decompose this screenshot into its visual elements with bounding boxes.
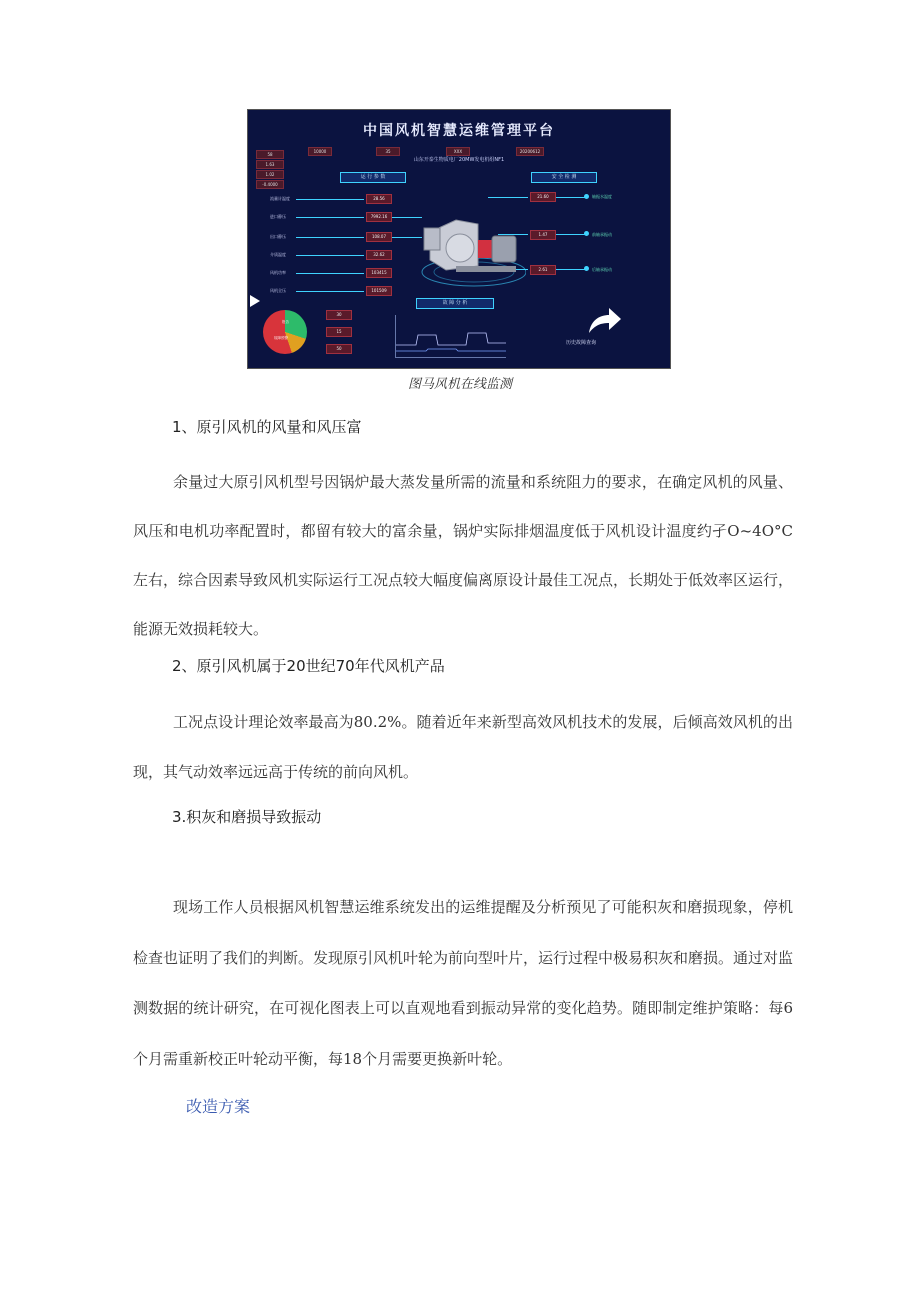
- paragraph-2: [133, 697, 793, 797]
- section-heading-1: 1、原引风机的风量和风压富: [172, 418, 362, 436]
- fault-value: 50: [326, 344, 352, 354]
- status-dot: [584, 266, 589, 271]
- next-section-heading[interactable]: 改造方案: [186, 1097, 251, 1116]
- connector-line: [296, 199, 364, 200]
- safety-alarm-label: 轴振水温度: [592, 194, 612, 199]
- top-value: 35: [376, 147, 400, 156]
- connector-line: [296, 237, 364, 238]
- param-value: 7992.16: [366, 212, 392, 222]
- param-label: 进口静压: [270, 214, 286, 219]
- dashboard-subtitle: 山东开泰生物质电厂20MW发电机组NF1: [413, 157, 505, 163]
- fault-heading: 故 障 分 析: [416, 298, 494, 309]
- play-icon[interactable]: [250, 295, 260, 307]
- pie-label: 报告: [282, 320, 289, 324]
- connector-line: [296, 291, 364, 292]
- fault-trend-chart: [395, 315, 506, 358]
- safety-value: 2.61: [530, 265, 556, 275]
- param-label: 流量计温度: [270, 196, 290, 201]
- pie-label: 故障预警: [274, 336, 288, 340]
- connector-line: [296, 217, 364, 218]
- param-value: 28.56: [366, 194, 392, 204]
- left-value: 1.02: [256, 170, 284, 179]
- paragraph-text: 余量过大原引风机型号因锅炉最大蒸发量所需的流量和系统阻力的要求，在确定风机的风量、风压和电机功率配置时，都留有较大的富余量，锅炉实际排烟温度低于风机设计温度约孑O~4O°C左右，综合因素导致风机实际运行工况点较大幅度偏离原设计最佳工况点，长期处于低效率区运行，能源无效损耗较大。: [133, 473, 794, 638]
- top-value: XXX: [446, 147, 470, 156]
- fault-value: 15: [326, 327, 352, 337]
- status-dot: [584, 194, 589, 199]
- connector-line: [296, 273, 364, 274]
- connector-line: [296, 255, 364, 256]
- top-value: 10000: [308, 147, 332, 156]
- safety-alarm-label: 前轴承振动: [592, 232, 612, 237]
- fault-pie-chart: [263, 310, 307, 354]
- paragraph-1: [133, 458, 793, 654]
- param-value: 103415: [366, 268, 392, 278]
- dashboard-title: 中国风机智慧运维管理平台: [363, 123, 555, 139]
- param-label: 介质温度: [270, 252, 286, 257]
- param-value: 32.62: [366, 250, 392, 260]
- safety-value: 1.47: [530, 230, 556, 240]
- safety-value: 21.60: [530, 192, 556, 202]
- safety-heading: 安 全 检 测: [531, 172, 597, 183]
- paragraph-text: 现场工作人员根据风机智慧运维系统发出的运维提醒及分析预见了可能积灰和磨损现象，停机检查也证明了我们的判断。发现原引风机叶轮为前向型叶片，运行过程中极易积灰和磨损。通过对监测数据的统计研究，在可视化图表上可以直观地看到振动异常的变化趋势。随即制定维护策略：每6个月需重新校正叶轮动平衡，每18个月需要更换新叶轮。: [133, 898, 794, 1068]
- param-label: 出口静压: [270, 234, 286, 239]
- fault-value: 30: [326, 310, 352, 320]
- param-value: 108.07: [366, 232, 392, 242]
- trend-lines: [396, 315, 506, 357]
- safety-alarm-label: 后轴承振动: [592, 267, 612, 272]
- param-label: 风机功率: [270, 270, 286, 275]
- section-heading-2: 2、原引风机属于20世纪70年代风机产品: [172, 657, 445, 675]
- left-value: -0.4000: [256, 180, 284, 189]
- top-value: 20200612: [516, 147, 544, 156]
- section-heading-3: 3.积灰和磨损导致振动: [172, 808, 322, 826]
- param-value: 101509: [366, 286, 392, 296]
- connector-line: [488, 197, 528, 198]
- run-params-heading: 运 行 参 数: [340, 172, 406, 183]
- paragraph-text: 工况点设计理论效率最高为80.2%。随着近年来新型高效风机技术的发展，后倾高效风机的出现，其气动效率远远高于传统的前向风机。: [133, 713, 793, 781]
- history-arrow-icon[interactable]: [585, 305, 625, 335]
- paragraph-3: [133, 882, 793, 1084]
- left-value: 1.63: [256, 160, 284, 169]
- dashboard-screenshot: [247, 109, 671, 369]
- param-label: 风机全压: [270, 288, 286, 293]
- history-fault-query-button[interactable]: 历史故障查询: [566, 340, 597, 346]
- figure-caption: 图马风机在线监测: [407, 377, 512, 392]
- fan-illustration: [416, 210, 526, 290]
- left-value: 58: [256, 150, 284, 159]
- status-dot: [584, 231, 589, 236]
